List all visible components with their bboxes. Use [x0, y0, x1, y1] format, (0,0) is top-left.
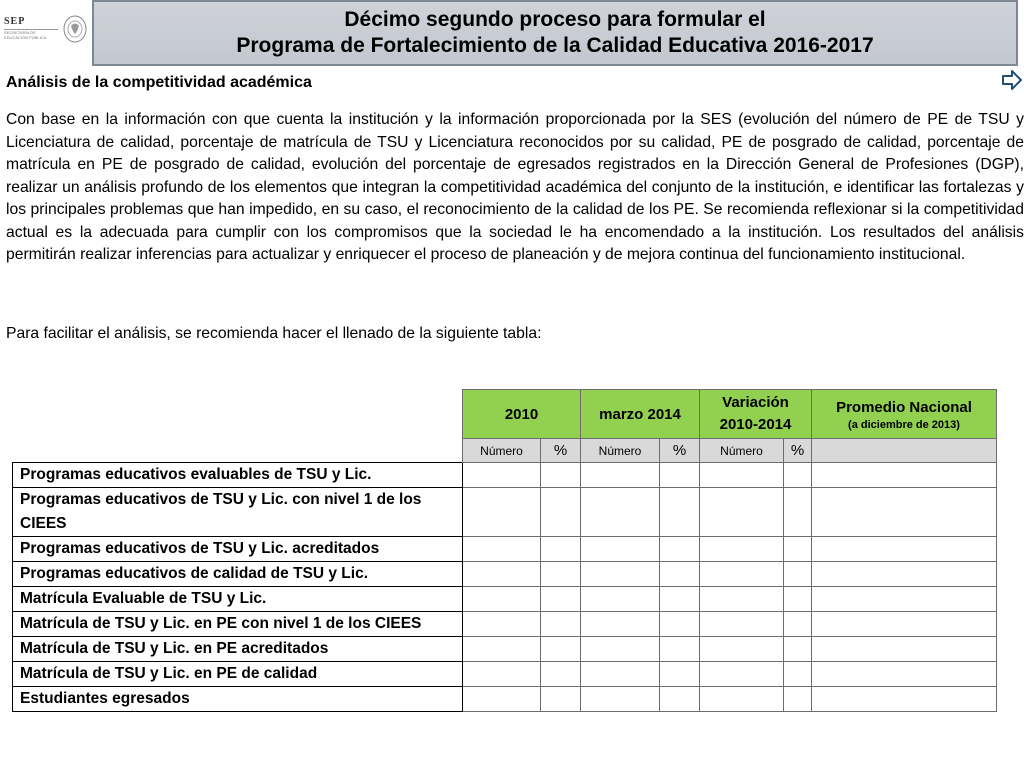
- cell-input[interactable]: [463, 662, 541, 687]
- cell-input[interactable]: [541, 587, 581, 612]
- table-row: [13, 562, 997, 587]
- cell-input[interactable]: [660, 687, 700, 712]
- table-row: [13, 537, 997, 562]
- cell-input[interactable]: [463, 562, 541, 587]
- cell-input[interactable]: [463, 612, 541, 637]
- row-label: Matrícula de TSU y Lic. en PE de calidad: [13, 662, 463, 687]
- table-row: [13, 463, 997, 488]
- cell-input[interactable]: [812, 637, 997, 662]
- table-corner-blank: [13, 390, 463, 439]
- cell-input[interactable]: [581, 662, 660, 687]
- cell-input[interactable]: [784, 637, 812, 662]
- cell-input[interactable]: [812, 612, 997, 637]
- cell-input[interactable]: [541, 612, 581, 637]
- sep-logo-text: SEP: [4, 16, 26, 27]
- cell-input[interactable]: [581, 562, 660, 587]
- col-header-variacion-line2: 2010-2014: [719, 416, 792, 433]
- table-header-row: [13, 390, 997, 439]
- table-row: [13, 687, 997, 712]
- row-label: Matrícula de TSU y Lic. en PE con nivel 1 de los CIEES: [13, 612, 463, 637]
- cell-input[interactable]: [784, 537, 812, 562]
- table-row: [13, 488, 997, 537]
- cell-input[interactable]: [660, 463, 700, 488]
- cell-input[interactable]: [660, 488, 700, 537]
- row-label: Estudiantes egresados: [13, 687, 463, 712]
- competitiveness-table: [12, 389, 997, 712]
- cell-input[interactable]: [660, 637, 700, 662]
- row-label: Matrícula de TSU y Lic. en PE acreditados: [13, 637, 463, 662]
- cell-input[interactable]: [581, 463, 660, 488]
- cell-input[interactable]: [784, 612, 812, 637]
- intro-paragraph: Con base en la información con que cuenta la institución y la información proporcionada por la SES (evolución del número de PE de TSU y Licenciatura de calidad, porcentaje de matrícula de TSU y Licenciatura reconocidos por su calidad, PE de posgrado de calidad, porcentaje de matrícula en PE de posgrado de calidad, evolución del porcentaje de egresados registrados en la Dirección General de Profesiones (DGP), realizar un análisis profundo de los elementos que integran la competitividad académica del conjunto de la institución, e identificar las fortalezas y los principales problemas que han impedido, en su caso, el reconocimiento de la calidad de los PE. Se recomienda reflexionar si la competitividad actual es la adecuada para cumplir con los compromisos que la sociedad le ha encomendado a la institución. Los resultados del análisis permitirán realizar inferencias para actualizar y enriquecer el proceso de planeación y de mejora continua del funcionamiento institucional.: [6, 111, 1024, 263]
- col-header-marzo-2014: marzo 2014: [581, 390, 700, 439]
- cell-input[interactable]: [463, 637, 541, 662]
- cell-input[interactable]: [541, 562, 581, 587]
- instruction-paragraph: Para facilitar el análisis, se recomienda hacer el llenado de la siguiente tabla:: [6, 325, 542, 342]
- cell-input[interactable]: [700, 488, 784, 537]
- cell-input[interactable]: [784, 662, 812, 687]
- col-header-variacion: [700, 390, 812, 439]
- cell-input[interactable]: [463, 488, 541, 537]
- cell-input[interactable]: [812, 687, 997, 712]
- cell-input[interactable]: [784, 463, 812, 488]
- cell-input[interactable]: [463, 463, 541, 488]
- table-row: [13, 587, 997, 612]
- cell-input[interactable]: [812, 488, 997, 537]
- cell-input[interactable]: [700, 687, 784, 712]
- col-header-promedio-title: Promedio Nacional: [836, 398, 972, 416]
- cell-input[interactable]: [541, 662, 581, 687]
- sep-logo-subtitle-2: EDUCACIÓN PÚBLICA: [4, 35, 47, 40]
- table-subheader-row: [13, 439, 997, 463]
- cell-input[interactable]: [581, 488, 660, 537]
- cell-input[interactable]: [700, 562, 784, 587]
- table-row: [13, 612, 997, 637]
- row-label: Programas educativos de TSU y Lic. con nivel 1 de los CIEES: [13, 488, 463, 537]
- cell-input[interactable]: [581, 612, 660, 637]
- subheader-numero-variacion: Número: [700, 439, 784, 463]
- cell-input[interactable]: [660, 562, 700, 587]
- cell-input[interactable]: [463, 537, 541, 562]
- table-subheader-blank: [13, 439, 463, 463]
- sep-logo: [4, 16, 58, 46]
- cell-input[interactable]: [541, 687, 581, 712]
- cell-input[interactable]: [784, 562, 812, 587]
- subheader-numero-2014: Número: [581, 439, 660, 463]
- cell-input[interactable]: [700, 612, 784, 637]
- cell-input[interactable]: [812, 463, 997, 488]
- table-row: [13, 662, 997, 687]
- row-label: Programas educativos de TSU y Lic. acreditados: [13, 537, 463, 562]
- table-row: [13, 637, 997, 662]
- cell-input[interactable]: [463, 587, 541, 612]
- cell-input[interactable]: [812, 537, 997, 562]
- cell-input[interactable]: [581, 537, 660, 562]
- cell-input[interactable]: [660, 662, 700, 687]
- row-label: Matrícula Evaluable de TSU y Lic.: [13, 587, 463, 612]
- cell-input[interactable]: [812, 587, 997, 612]
- subheader-pct-variacion: %: [784, 439, 812, 463]
- row-label: Programas educativos evaluables de TSU y Lic.: [13, 463, 463, 488]
- cell-input[interactable]: [541, 463, 581, 488]
- next-arrow-icon[interactable]: [1001, 69, 1023, 91]
- mexico-seal-icon: [62, 14, 88, 44]
- title-line-2: Programa de Fortalecimiento de la Calidad Educativa 2016-2017: [236, 34, 874, 57]
- subheader-pct-2010: %: [541, 439, 581, 463]
- cell-input[interactable]: [784, 587, 812, 612]
- cell-input[interactable]: [541, 637, 581, 662]
- cell-input[interactable]: [700, 537, 784, 562]
- cell-input[interactable]: [784, 687, 812, 712]
- cell-input[interactable]: [700, 637, 784, 662]
- cell-input[interactable]: [660, 612, 700, 637]
- sep-logo-subtitle-1: SECRETARÍA DE: [4, 30, 36, 35]
- cell-input[interactable]: [541, 537, 581, 562]
- cell-input[interactable]: [463, 687, 541, 712]
- subheader-numero-2010: Número: [463, 439, 541, 463]
- cell-input[interactable]: [660, 537, 700, 562]
- cell-input[interactable]: [581, 587, 660, 612]
- title-banner: [92, 0, 1018, 66]
- competitiveness-table-wrapper: [12, 389, 997, 712]
- cell-input[interactable]: [700, 662, 784, 687]
- cell-input[interactable]: [700, 587, 784, 612]
- cell-input[interactable]: [812, 562, 997, 587]
- subheader-promedio-blank: [812, 439, 997, 463]
- row-label: Programas educativos de calidad de TSU y Lic.: [13, 562, 463, 587]
- col-header-2010: 2010: [463, 390, 581, 439]
- cell-input[interactable]: [812, 662, 997, 687]
- col-header-variacion-line1: Variación: [722, 394, 789, 411]
- logo-area: [0, 0, 92, 66]
- cell-input[interactable]: [541, 488, 581, 537]
- subheader-pct-2014: %: [660, 439, 700, 463]
- cell-input[interactable]: [660, 587, 700, 612]
- col-header-promedio-sub: (a diciembre de 2013): [848, 418, 960, 431]
- section-heading: Análisis de la competitividad académica: [6, 74, 312, 91]
- title-line-1: Décimo segundo proceso para formular el: [344, 8, 766, 31]
- cell-input[interactable]: [581, 637, 660, 662]
- col-header-promedio-nacional: [812, 390, 997, 439]
- cell-input[interactable]: [581, 687, 660, 712]
- cell-input[interactable]: [784, 488, 812, 537]
- cell-input[interactable]: [700, 463, 784, 488]
